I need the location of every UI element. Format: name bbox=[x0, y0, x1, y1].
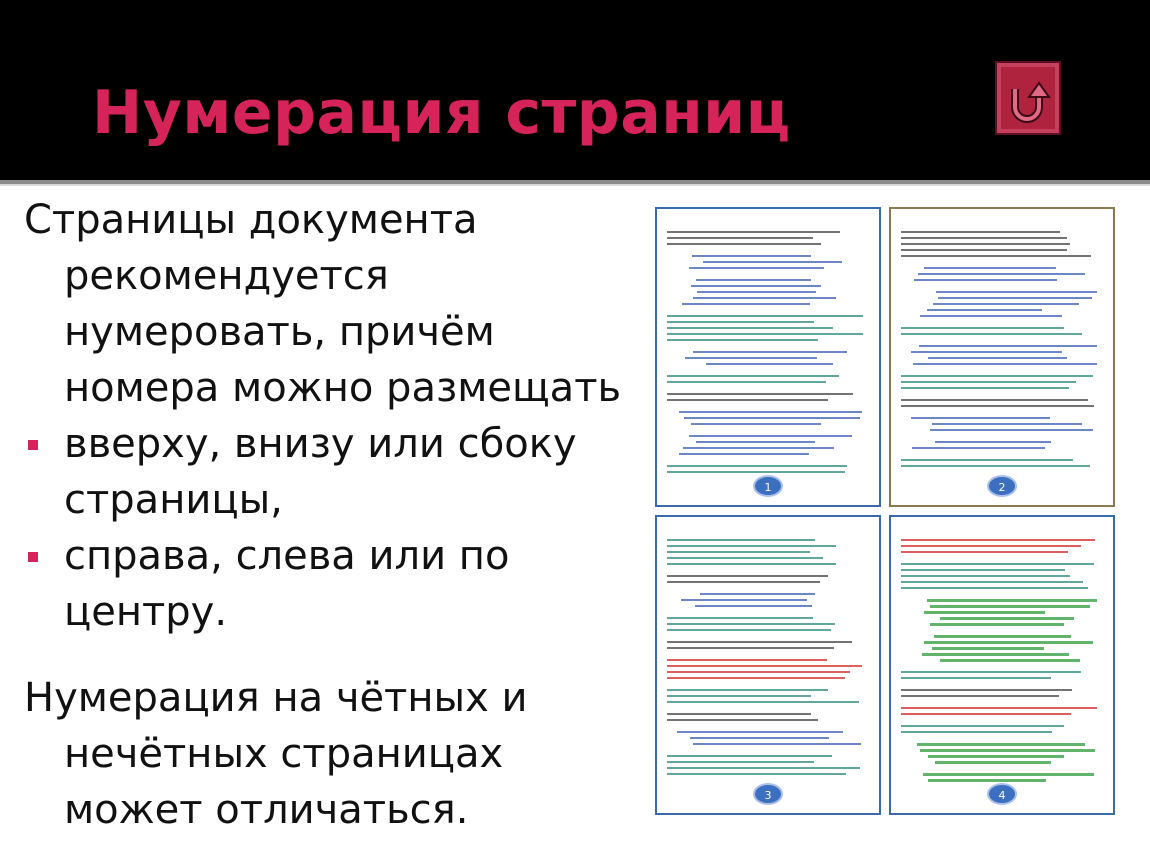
bullet-continuation: страницы, bbox=[64, 477, 283, 523]
page-text-line bbox=[667, 243, 821, 245]
page-text-line bbox=[700, 593, 815, 595]
page-text-line bbox=[901, 465, 1090, 467]
page-text-line bbox=[901, 539, 1095, 541]
body-line: нумеровать, причём bbox=[64, 309, 495, 355]
page-text-line bbox=[667, 575, 828, 577]
page-text-line bbox=[935, 761, 1051, 764]
page-text-line bbox=[696, 279, 811, 281]
page-text-line bbox=[901, 459, 1073, 461]
page-text-line bbox=[930, 623, 1064, 626]
page-text-lines bbox=[657, 209, 881, 507]
body-line: нечётных страницах bbox=[64, 731, 504, 777]
return-button[interactable] bbox=[995, 61, 1061, 135]
page-text-line bbox=[901, 381, 1076, 383]
page-text-line bbox=[901, 689, 1072, 691]
page-number-badge: 4 bbox=[987, 783, 1017, 805]
return-arrow-icon bbox=[1005, 75, 1053, 123]
page-text-line bbox=[667, 545, 836, 547]
page-text-line bbox=[923, 773, 1094, 776]
page-text-line bbox=[667, 315, 863, 317]
page-number-badge: 1 bbox=[753, 475, 783, 497]
page-text-line bbox=[667, 563, 836, 565]
page-text-line bbox=[901, 581, 1083, 583]
page-text-line bbox=[901, 231, 1060, 233]
page-text-line bbox=[706, 363, 833, 365]
page-text-line bbox=[940, 617, 1074, 620]
page-text-line bbox=[667, 623, 835, 625]
page-text-line bbox=[901, 387, 1069, 389]
page-text-line bbox=[667, 767, 860, 769]
page-text-line bbox=[667, 551, 810, 553]
page-text-line bbox=[667, 641, 852, 643]
page-thumbnail bbox=[889, 207, 1115, 507]
page-text-line bbox=[683, 447, 834, 449]
page-text-line bbox=[677, 731, 843, 733]
slide-title: Нумерация страниц bbox=[92, 78, 791, 148]
page-text-line bbox=[693, 351, 847, 353]
page-text-line bbox=[682, 303, 810, 305]
page-text-line bbox=[695, 605, 812, 607]
page-text-line bbox=[667, 375, 839, 377]
slide-header bbox=[0, 0, 1150, 180]
page-text-line bbox=[667, 629, 831, 631]
page-text-line bbox=[667, 393, 853, 395]
page-text-line bbox=[933, 303, 1079, 305]
page-text-line bbox=[901, 255, 1091, 257]
page-text-line bbox=[922, 653, 1069, 656]
page-text-line bbox=[935, 441, 1051, 443]
page-text-line bbox=[693, 297, 836, 299]
page-text-line bbox=[932, 423, 1082, 425]
page-text-line bbox=[667, 399, 828, 401]
page-text-line bbox=[924, 641, 1093, 644]
page-text-line bbox=[693, 743, 861, 745]
page-text-line bbox=[696, 441, 815, 443]
page-text-line bbox=[901, 405, 1094, 407]
page-text-line bbox=[930, 429, 1093, 431]
body-line: номера можно размещать bbox=[64, 365, 622, 411]
page-text-line bbox=[667, 471, 845, 473]
page-text-line bbox=[919, 345, 1097, 347]
page-text-line bbox=[901, 713, 1071, 715]
page-text-line bbox=[667, 321, 814, 323]
page-text-line bbox=[703, 261, 842, 263]
page-text-line bbox=[684, 417, 860, 419]
page-text-line bbox=[901, 695, 1059, 697]
page-text-line bbox=[901, 725, 1064, 727]
body-line: может отличаться. bbox=[64, 787, 469, 833]
page-thumbnail bbox=[655, 515, 881, 815]
body-line: Страницы документа bbox=[24, 197, 478, 243]
page-text-line bbox=[928, 357, 1067, 359]
page-text-line bbox=[667, 333, 863, 335]
page-text-line bbox=[679, 453, 809, 455]
page-text-line bbox=[914, 279, 1057, 281]
page-text-lines bbox=[657, 517, 881, 815]
page-text-line bbox=[690, 737, 829, 739]
page-text-line bbox=[920, 749, 1095, 752]
page-text-line bbox=[667, 617, 813, 619]
page-text-line bbox=[927, 309, 1042, 311]
page-text-line bbox=[692, 255, 811, 257]
page-text-line bbox=[667, 237, 813, 239]
body-line: рекомендуется bbox=[64, 253, 389, 299]
page-text-line bbox=[667, 327, 833, 329]
page-number-badge: 3 bbox=[753, 783, 783, 805]
page-text-line bbox=[901, 243, 1070, 245]
page-text-line bbox=[911, 417, 1050, 419]
document-pages-preview bbox=[655, 207, 1117, 819]
page-text-line bbox=[901, 375, 1093, 377]
page-text-line bbox=[667, 689, 828, 691]
page-text-lines bbox=[891, 209, 1115, 507]
page-text-line bbox=[924, 267, 1056, 269]
page-text-line bbox=[911, 351, 1062, 353]
spacer bbox=[24, 640, 644, 670]
page-text-line bbox=[938, 297, 1092, 299]
page-text-line bbox=[912, 447, 1045, 449]
page-text-line bbox=[918, 273, 1085, 275]
page-text-line bbox=[667, 677, 845, 679]
page-text-line bbox=[667, 701, 859, 703]
page-text-line bbox=[667, 659, 827, 661]
page-text-line bbox=[928, 779, 1046, 782]
page-text-line bbox=[667, 465, 847, 467]
page-text-line bbox=[901, 249, 1067, 251]
page-text-line bbox=[901, 671, 1081, 673]
page-text-line bbox=[934, 635, 1071, 638]
page-thumbnail bbox=[889, 515, 1115, 815]
bullet-item: справа, слева или по bbox=[24, 528, 644, 584]
page-text-line bbox=[901, 707, 1097, 709]
page-text-line bbox=[667, 557, 823, 559]
page-text-line bbox=[901, 333, 1082, 335]
page-text-line bbox=[936, 291, 1097, 293]
page-text-line bbox=[901, 551, 1068, 553]
page-text-line bbox=[901, 563, 1094, 565]
page-text-line bbox=[667, 647, 834, 649]
page-text-line bbox=[667, 339, 818, 341]
slide-body bbox=[24, 192, 644, 838]
page-number-badge: 2 bbox=[987, 475, 1017, 497]
page-text-line bbox=[667, 231, 840, 233]
page-text-line bbox=[928, 755, 1064, 758]
page-text-lines bbox=[891, 517, 1115, 815]
page-text-line bbox=[691, 423, 821, 425]
page-text-line bbox=[689, 435, 852, 437]
page-text-line bbox=[685, 357, 817, 359]
page-text-line bbox=[901, 237, 1067, 239]
bullet-continuation: центру. bbox=[64, 589, 228, 635]
page-thumbnail bbox=[655, 207, 881, 507]
body-line: Нумерация на чётных и bbox=[24, 675, 528, 721]
page-text-line bbox=[932, 647, 1044, 650]
page-text-line bbox=[901, 677, 1051, 679]
page-text-line bbox=[901, 545, 1081, 547]
page-text-line bbox=[667, 695, 811, 697]
page-text-line bbox=[940, 659, 1080, 662]
page-text-line bbox=[667, 719, 818, 721]
page-text-line bbox=[924, 611, 1045, 614]
page-text-line bbox=[913, 363, 1097, 365]
page-text-line bbox=[927, 599, 1097, 602]
bullet-item: вверху, внизу или сбоку bbox=[24, 416, 644, 472]
page-text-line bbox=[930, 605, 1090, 608]
page-text-line bbox=[667, 713, 811, 715]
page-text-line bbox=[667, 761, 814, 763]
page-text-line bbox=[901, 327, 1064, 329]
page-text-line bbox=[667, 671, 850, 673]
page-text-line bbox=[901, 569, 1065, 571]
page-text-line bbox=[901, 587, 1088, 589]
page-text-line bbox=[901, 575, 1070, 577]
page-text-line bbox=[667, 581, 820, 583]
page-text-line bbox=[667, 755, 832, 757]
page-text-line bbox=[689, 267, 824, 269]
page-text-line bbox=[901, 731, 1052, 733]
page-text-line bbox=[681, 599, 807, 601]
header-divider-light bbox=[0, 184, 1150, 186]
page-text-line bbox=[667, 539, 815, 541]
page-text-line bbox=[697, 291, 816, 293]
page-text-line bbox=[667, 665, 862, 667]
page-text-line bbox=[920, 315, 1062, 317]
page-text-line bbox=[667, 773, 846, 775]
page-text-line bbox=[691, 285, 821, 287]
page-text-line bbox=[667, 381, 826, 383]
page-text-line bbox=[679, 411, 862, 413]
page-text-line bbox=[901, 399, 1088, 401]
page-text-line bbox=[917, 743, 1085, 746]
